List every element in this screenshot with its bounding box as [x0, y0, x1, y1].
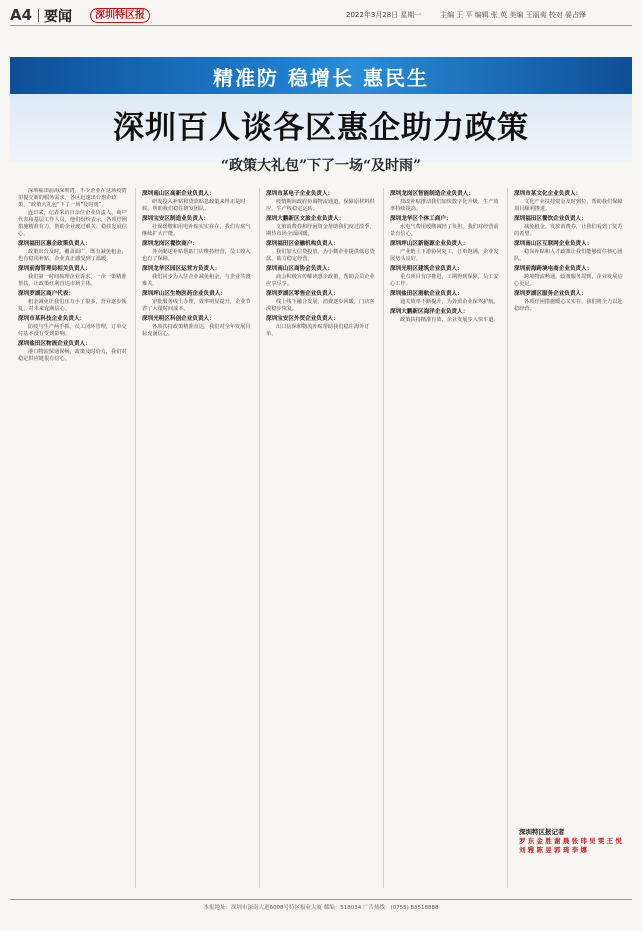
article-paragraph: 减免租金、发放消费券，让我们看到了复苏的希望。 — [514, 224, 623, 237]
article-paragraph: 连日来，记者采访百余位企业负责人、商户代表和基层工作人员，他们纷纷表示，各项纾困措施精准有力，帮助企业渡过难关、稳住发展信心。 — [18, 210, 127, 237]
article-paragraph: 研发投入补贴和贷款贴息政策来得正是时候，帮助我们稳住研发团队。 — [142, 199, 246, 212]
interviewee-heading: 深圳龙岗区餐饮商户： — [142, 241, 198, 247]
article-paragraph: 重点项目有序推进，工期得到保障，员工安心工作。 — [390, 274, 499, 287]
article-paragraph: 审批服务线上办理，效率明显提升，企业节省了大量时间成本。 — [142, 299, 251, 312]
article-paragraph: 租金减免让我们压力小了很多，营业逐步恢复，对未来充满信心。 — [18, 299, 127, 312]
interviewee-heading: 深圳福田区餐饮企业负责人： — [514, 216, 587, 222]
byline — [519, 828, 629, 888]
interviewee-heading: 深圳市某文化企业负责人： — [514, 191, 582, 197]
article-column-3 — [266, 188, 376, 888]
article-paragraph: 文旅消费券和纾困资金帮助我们度过淡季，期待市场全面回暖。 — [266, 224, 375, 237]
interviewee-heading: 深圳宝安区制造业负责人： — [142, 216, 210, 222]
byline-names: 罗 东 金 胜 谢 晨 张 玮 吴 雯 王 悦 刘 雅 陈 昱 郭 琦 李 娜 — [519, 837, 622, 854]
section-label: 要闻 — [44, 9, 72, 25]
headline-area — [10, 94, 632, 162]
slogan-banner — [10, 57, 632, 94]
banner-slogan: 精准防 稳增长 惠民生 — [213, 66, 429, 90]
article-paragraph: 水电气费用缓缴减轻了负担，我们对经营前景有信心。 — [390, 224, 499, 237]
interviewee-heading: 深圳福田区惠企政策负责人： — [18, 241, 91, 247]
interviewee-heading: 深圳坪山区新能源企业负责人： — [390, 241, 469, 247]
article-column-5 — [514, 188, 624, 888]
article-paragraph: 线上线下融合发展，消费逐步回暖，门店客流稳步恢复。 — [266, 299, 375, 312]
article-paragraph: 防疫与生产两手抓，员工闭环管理，订单交付基本没有受到影响。 — [18, 324, 127, 337]
interviewee-heading: 深圳南山区互联网企业负责人： — [514, 241, 593, 247]
article-paragraph: 技改补贴推动我们加快数字化升级，生产效率持续提高。 — [390, 199, 499, 212]
article-paragraph: 稳岗补贴和人才政策让我们能够留住核心团队。 — [514, 249, 623, 262]
article-paragraph: 出口信保和物流补贴帮助我们稳住海外订单。 — [266, 324, 370, 337]
header-rule — [10, 25, 632, 26]
interviewee-heading: 深圳前海管理局相关负责人： — [18, 266, 91, 272]
interviewee-heading: 深圳市某科技企业负责人： — [18, 316, 86, 322]
article-paragraph: 港口物流保通保畅，政策及时给力，我们对稳定供应链很有信心。 — [18, 349, 127, 362]
newspaper-logo: 深圳特区报 — [90, 8, 150, 23]
issue-date: 2022年3月28日 星期一 — [346, 11, 422, 19]
column-divider — [383, 188, 384, 888]
article-paragraph: 文化产业扶持资金及时到位，帮助我们保障项目顺利推进。 — [514, 199, 623, 212]
page-number: A4 — [10, 6, 33, 24]
interviewee-heading: 深圳前海跨境电商企业负责人： — [514, 266, 593, 272]
byline-title: 深圳特区报记者 — [519, 828, 565, 836]
article-paragraph: 我们加大信贷投放，为小微企业提供低息贷款，助力稳定经营。 — [266, 249, 375, 262]
interviewee-heading: 深圳市某电子企业负责人： — [266, 191, 334, 197]
column-divider — [259, 188, 260, 888]
article-paragraph: 政策出台及时，覆盖面广，既有减免租金，也有稳岗补贴，企业真正感受到了温暖。 — [18, 249, 127, 262]
article-paragraph: 我们同步为入驻企业减免租金，与企业共渡难关。 — [142, 274, 251, 287]
interviewee-heading: 深圳南山区商协会负责人： — [266, 266, 334, 272]
interviewee-heading: 深圳龙华区个体工商户： — [390, 216, 452, 222]
interviewee-heading: 深圳坪山区生物医药企业负责人： — [142, 291, 226, 297]
article-column-4 — [390, 188, 500, 888]
article-column-1 — [18, 188, 128, 888]
interviewee-heading: 深圳盐田区物流企业负责人： — [18, 341, 91, 347]
article-body — [18, 188, 624, 888]
interviewee-heading: 深圳罗湖区服务企业负责人： — [514, 291, 587, 297]
article-column-2 — [142, 188, 252, 888]
article-paragraph: 深圳福田前海深圳湾，不少企业在这场疫情里提交新的服务需求，各区迅速出台惠企政策，“政策大礼包”下了一场“及时雨”。 — [18, 188, 127, 208]
main-headline: 深圳百人谈各区惠企助力政策 — [113, 110, 529, 146]
article-paragraph: 商会积极宣传解读惠企政策，帮助会员企业应享尽享。 — [266, 274, 375, 287]
interviewee-heading: 深圳大鹏新区文旅企业负责人： — [266, 216, 345, 222]
page-header — [10, 6, 632, 26]
article-paragraph: 疫情期间政府协调物流通道，保障原材料供应，生产线稳定运转。 — [266, 199, 375, 212]
interviewee-heading: 深圳罗湖区商户代表： — [18, 291, 74, 297]
sub-headline: “政策大礼包”下了一场“及时雨” — [220, 158, 422, 174]
interviewee-heading: 深圳大鹏新区海洋企业负责人： — [390, 309, 469, 315]
interviewee-heading: 深圳南山区高新企业负责人： — [142, 191, 215, 197]
interviewee-heading: 深圳盐田区港航企业负责人： — [390, 291, 463, 297]
article-paragraph: 各项纾困措施暖心又实在，我们将全力以赴稳经营。 — [514, 299, 623, 312]
article-paragraph: 政策扶持精准有效，企业发展步入快车道。 — [400, 317, 499, 323]
interviewee-heading: 深圳光明区建筑企业负责人： — [390, 266, 463, 272]
interviewee-heading: 深圳福田区金融机构负责人： — [266, 241, 339, 247]
article-paragraph: 跨境物流畅通，政策服务周到，企业发展信心更足。 — [514, 274, 623, 287]
article-paragraph: 通关效率不断提升，为外贸企业保驾护航。 — [400, 299, 499, 305]
article-paragraph: 社保缓缴和用电补贴实实在在，我们有底气继续扩大产能。 — [142, 224, 251, 237]
interviewee-heading: 深圳罗湖区零售企业负责人： — [266, 291, 339, 297]
footer-rule — [10, 899, 632, 900]
column-divider — [135, 188, 136, 888]
header-divider — [38, 9, 39, 22]
article-paragraph: 我们第一时间梳理企业诉求，一企一策精准帮扶，让政策红利直达市场主体。 — [18, 274, 127, 287]
article-paragraph: 外卖配送补贴帮助门店维持经营，员工收入也有了保障。 — [142, 249, 251, 262]
interviewee-heading: 深圳宝安区外贸企业负责人： — [266, 316, 339, 322]
column-divider — [507, 188, 508, 888]
page-footer: 本报地址：深圳市深南大道6008号特区报业大厦 邮编：518034 广告热线：(0755) 83518888 — [203, 905, 439, 911]
article-paragraph: 产业链上下游协同复工，订单饱满，企业发展势头良好。 — [390, 249, 499, 262]
editorial-staff: 主编 王 平 编辑 张 英 美编 王丽夷 校对 晏占锋 — [440, 11, 587, 19]
interviewee-heading: 深圳光明区科创企业负责人： — [142, 316, 215, 322]
article-paragraph: 各项扶持政策精准直达，我们对全年发展目标充满信心。 — [142, 324, 251, 337]
interviewee-heading: 深圳龙华区园区运营方负责人： — [142, 266, 221, 272]
interviewee-heading: 深圳龙岗区智能制造企业负责人： — [390, 191, 474, 197]
